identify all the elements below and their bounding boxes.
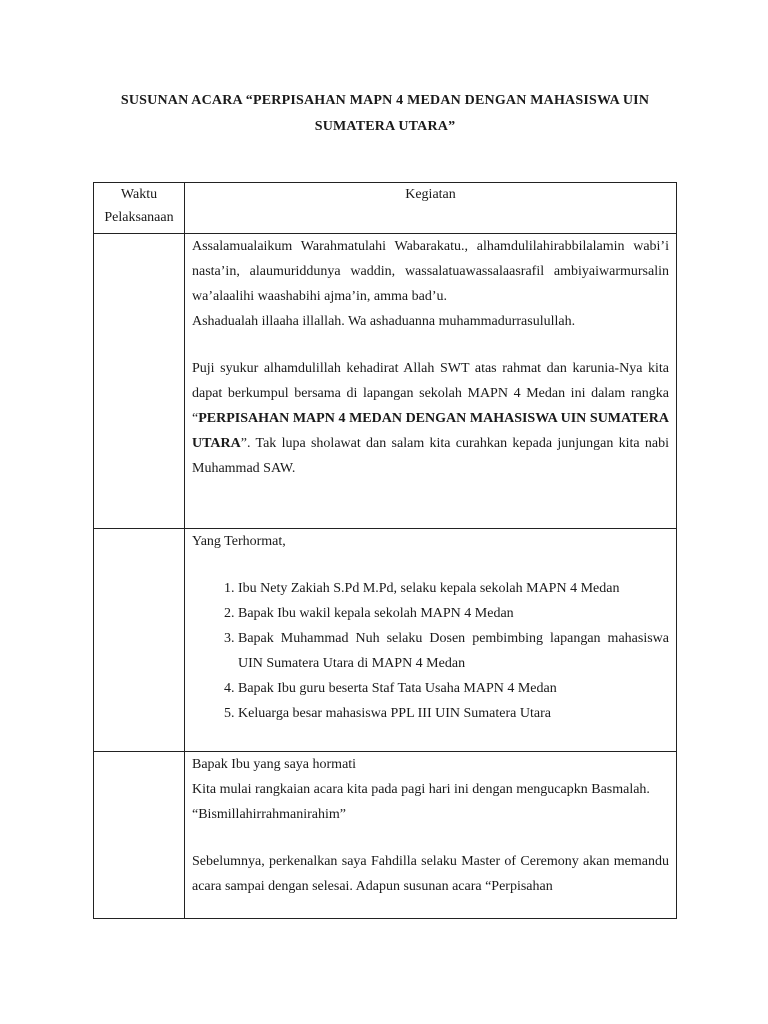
time-cell <box>94 234 185 529</box>
time-cell <box>94 529 185 752</box>
table-row <box>94 529 677 752</box>
table-header-row <box>94 183 677 234</box>
event-name-bold: PERPISAHAN MAPN 4 MEDAN DENGAN MAHASISWA UIN SUMATERA UTARA <box>192 411 669 451</box>
title-line-1: SUSUNAN ACARA “PERPISAHAN MAPN 4 MEDAN DENGAN MAHASISWA UIN <box>120 93 650 108</box>
gratitude-paragraph: Puji syukur alhamdulillah kehadirat Allah SWT atas rahmat dan karunia-Nya kita dapat berkumpul bersama di lapangan sekolah MAPN 4 Medan ini dalam rangka “PERPISAHAN MAPN 4 MEDAN DENGAN MAHASISWA UIN SUMATERA UTARA”. Tak lupa sholawat dan salam kita curahkan kepada junjungan kita nabi Muhammad SAW. <box>192 361 669 476</box>
list-item: 5. Keluarga besar mahasiswa PPL III UIN Sumatera Utara <box>238 701 669 726</box>
agenda-table <box>93 182 677 919</box>
greeting-line: Yang Terhormat, <box>192 534 286 549</box>
honored-guests-list <box>192 576 669 726</box>
list-item: 3. Bapak Muhammad Nuh selaku Dosen pembimbing lapangan mahasiswa UIN Sumatera Utara di MAPN 4 Medan <box>238 626 669 676</box>
basmalah-line: “Bismillahirrahmanirahim” <box>192 807 346 822</box>
time-cell <box>94 752 185 919</box>
list-item: 2. Bapak Ibu wakil kepala sekolah MAPN 4 Medan <box>238 601 669 626</box>
list-item: 1. Ibu Nety Zakiah S.Pd M.Pd, selaku kepala sekolah MAPN 4 Medan <box>238 576 669 601</box>
table-row <box>94 752 677 919</box>
activity-cell <box>185 234 677 529</box>
header-kegiatan: Kegiatan <box>185 183 677 234</box>
opening-salutation: Assalamualaikum Warahmatulahi Wabarakatu., alhamdulilahirabbilalamin wabi’i nasta’in, alaumuriddunya waddin, wassalatuawassalaasrafil ambiyaiwarmursalin wa’alaalihi waashabihi ajma’in, amma bad’u. <box>192 239 669 304</box>
mc-introduction: Sebelumnya, perkenalkan saya Fahdilla selaku Master of Ceremony akan memandu acara sampai dengan selesai. Adapun susunan acara “Perpisahan <box>192 854 669 894</box>
activity-cell <box>185 529 677 752</box>
list-item: 4. Bapak Ibu guru beserta Staf Tata Usaha MAPN 4 Medan <box>238 676 669 701</box>
header-waktu-pelaksanaan: Waktu Pelaksanaan <box>94 183 185 234</box>
activity-cell <box>185 752 677 919</box>
table-row <box>94 234 677 529</box>
title-line-2: SUMATERA UTARA” <box>314 119 456 134</box>
address-line: Bapak Ibu yang saya hormati <box>192 757 357 772</box>
opening-line: Kita mulai rangkaian acara kita pada pagi hari ini dengan mengucapkn Basmalah. <box>192 782 650 797</box>
document-title <box>60 88 710 140</box>
shahada-line: Ashadualah illaaha illallah. Wa ashaduanna muhammadurrasulullah. <box>192 314 576 329</box>
